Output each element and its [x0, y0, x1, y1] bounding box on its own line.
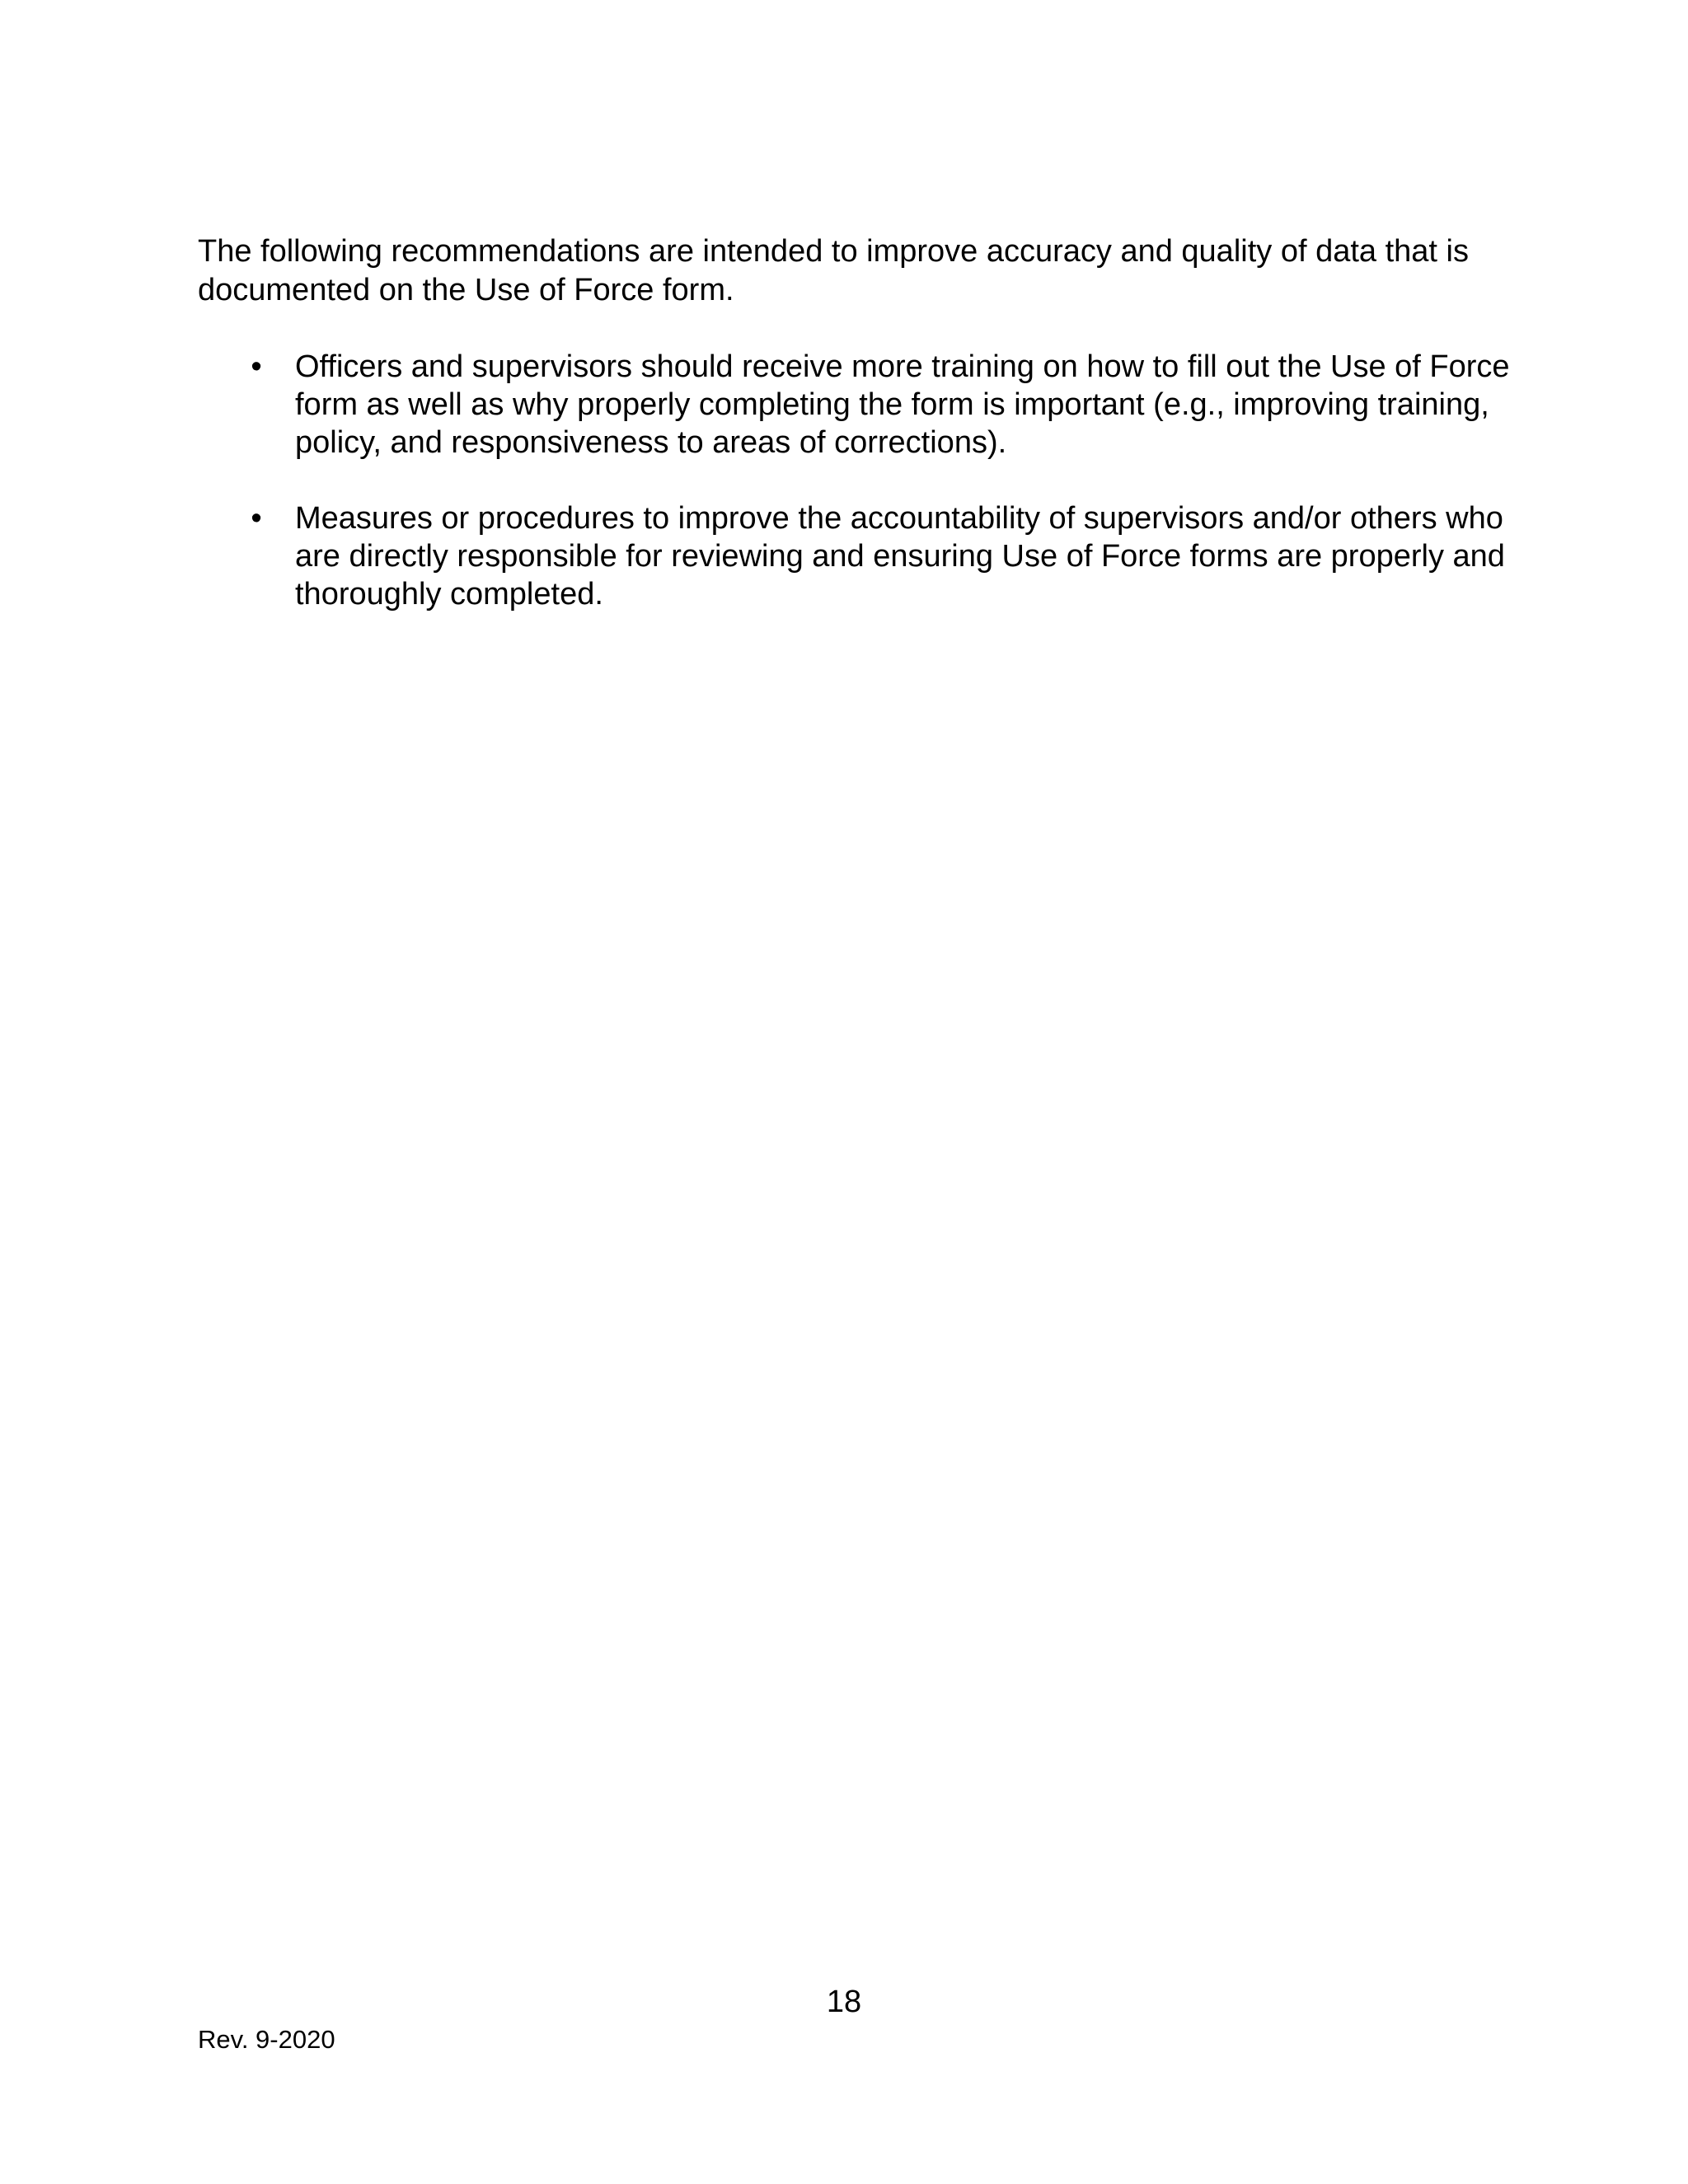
recommendations-list [198, 348, 1517, 651]
intro-paragraph: The following recommendations are intended to improve accuracy and quality of data that is documented on the Use of Force form. [198, 234, 1469, 307]
list-item [198, 348, 1517, 462]
recommendation-text: Officers and supervisors should receive more training on how to fill out the Use of Force form as well as why properly completing the form is important (e.g., improving training, policy, and responsiveness to areas of corrections). [295, 349, 1510, 460]
bullet-icon: • [251, 349, 262, 384]
page-number: 18 [826, 1985, 862, 2019]
recommendation-text: Measures or procedures to improve the accountability of supervisors and/or others who are directly responsible for reviewing and ensuring Use of Force forms are properly and thoroughly completed. [295, 501, 1505, 612]
revision-label: Rev. 9-2020 [198, 2025, 335, 2054]
list-item [198, 499, 1517, 613]
bullet-icon: • [251, 501, 262, 536]
